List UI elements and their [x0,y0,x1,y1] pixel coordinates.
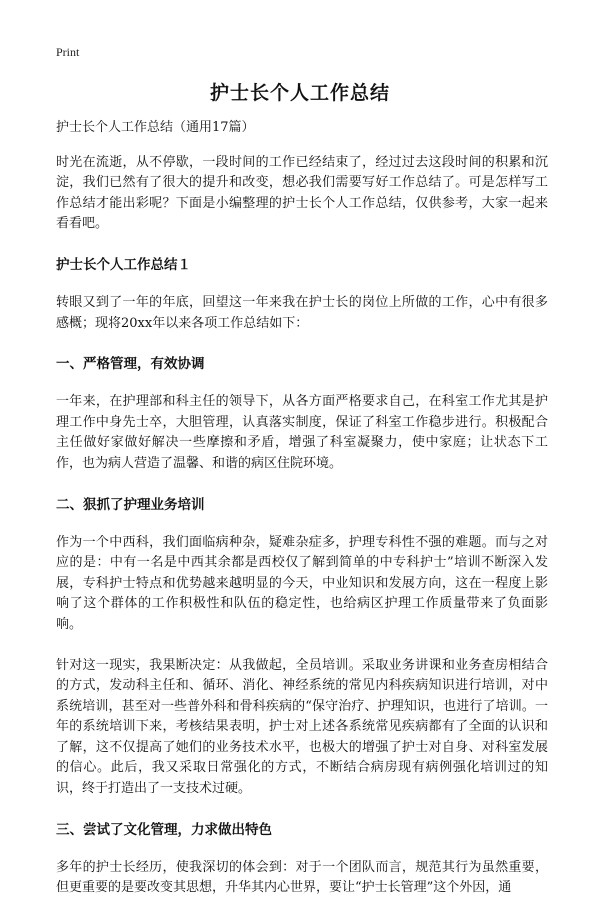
document-body [56,118,548,919]
document-subtitle: 护士长个人工作总结（通用17篇） [56,120,255,135]
section-3-paragraph-1: 多年的护士长经历，使我深切的体会到：对于一个团队而言，规范其行为虽然重要，但更重要的是要改变其思想，升华其内心世界，要让“护士长管理”这个外因，通 [56,859,548,896]
page-title: 护士长个人工作总结 [209,82,390,104]
intro-paragraph: 时光在流逝，从不停歇，一段时间的工作已经结束了，经过过去这段时间的积累和沉淀，我们已然有了很大的提升和改变，想必我们需要写好工作总结了。可是怎样写工作总结才能出彩呢？下面是小编整理的护士长个人工作总结，仅供参考，大家一起来看看吧。 [56,154,548,232]
section-heading-1: 一、严格管理，有效协调 [56,356,205,373]
opening-paragraph: 转眼又到了一年的年底，回望这一年来我在护士长的岗位上所做的工作，心中有很多感概；现将20xx年以来各项工作总结如下： [56,294,548,331]
section-heading-2: 二、狠抓了护理业务培训 [56,496,205,513]
section-2-paragraph-1: 作为一个中西科，我们面临病种杂，疑难杂症多，护理专科性不强的难题。而与之对应的是：中有一名是中西其余都是西校仅了解到简单的中专科护士”培训不断深入发展，专科护士特点和优势越来越明显的今天，中业知识和发展方向，这在一程度上影响了这个群体的工作积极性和队伍的稳定性，也给病区护理工作质量带来了负面影响。 [56,534,548,632]
section-1-paragraph-1: 一年来，在护理部和科主任的领导下，从各方面严格要求自己，在科室工作尤其是护理工作中身先士卒，大胆管理，认真落实制度，保证了科室工作稳步进行。积极配合主任做好家做好解决一些摩擦和矛盾，增强了科室凝聚力，使中家庭；让状态下工作，也为病人营造了温馨、和谐的病区住院环境。 [56,394,548,471]
article-heading: 护士长个人工作总结１ [56,256,191,273]
section-2-paragraph-2: 针对这一现实，我果断决定：从我做起，全员培训。采取业务讲课和业务查房相结合的方式，发动科主任和、循环、消化、神经系统的常见内科疾病知识进行培训，对中系统培训，甚至对一些普外科和骨科疾病的“保守治疗、护理知识，也进行了培训。一年的系统培训下来，考核结果表明，护士对上述各系统常见疾病都有了全面的认识和了解，这不仅提高了她们的业务技术水平，也极大的增强了护士对自身、对科室发展的信心。此后，我又采取日常强化的方式，不断结合病房现有病例强化培训过的知识，终于打造出了一支技术过硬。 [56,657,548,797]
section-heading-3: 三、尝试了文化管理，力求做出特色 [56,821,272,838]
print-link[interactable]: Print [56,45,80,59]
